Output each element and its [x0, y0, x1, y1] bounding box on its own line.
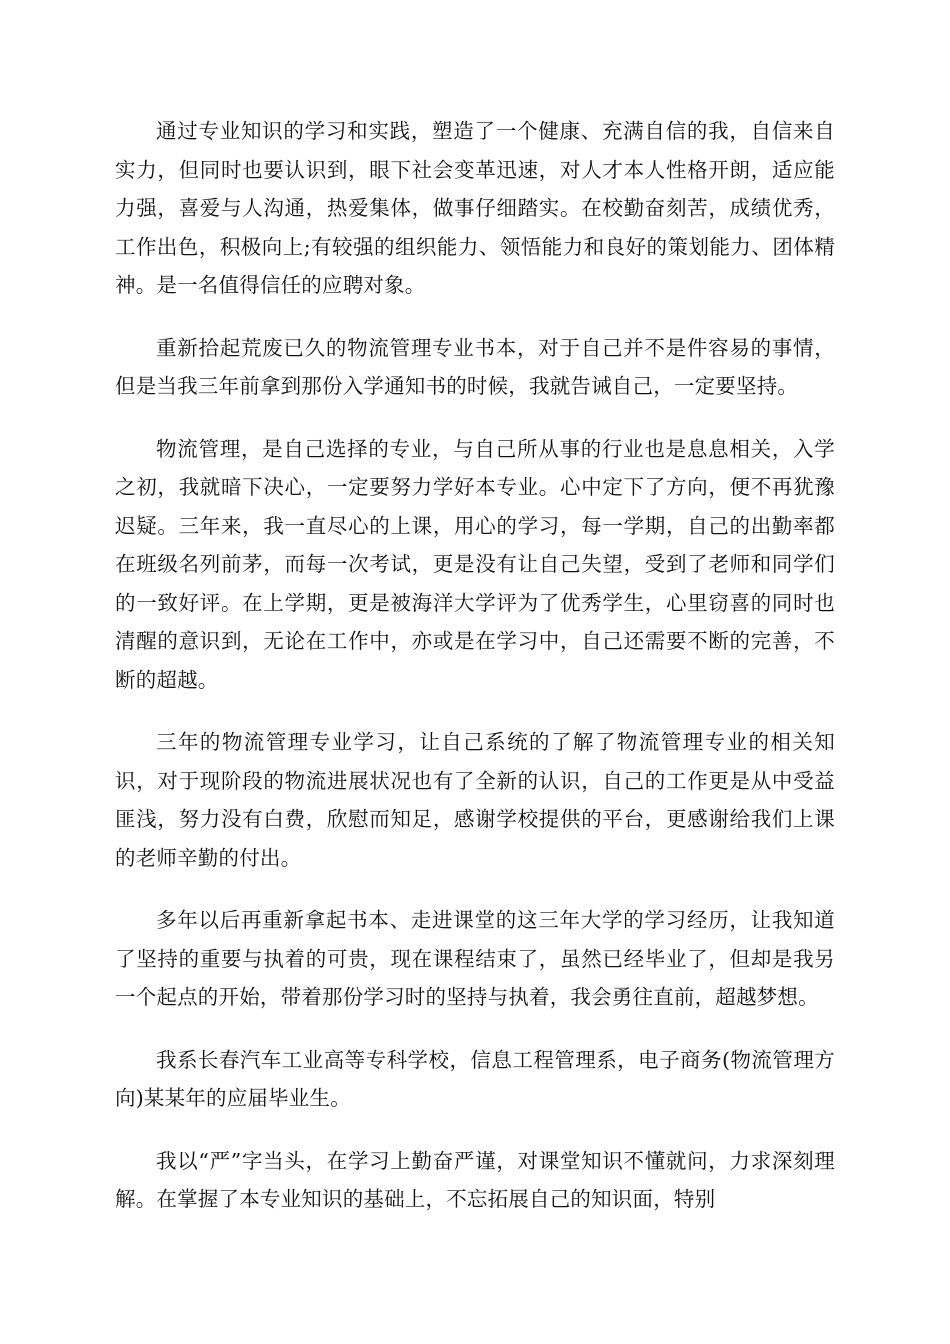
paragraph: 我以“严”字当头，在学习上勤奋严谨，对课堂知识不懂就问，力求深刻理解。在掌握了本专业知识的基础上，不忘拓展自己的知识面，特别	[115, 1148, 835, 1211]
paragraph: 多年以后再重新拿起书本、走进课堂的这三年大学的学习经历，让我知道了坚持的重要与执着的可贵，现在课程结束了，虽然已经毕业了，但却是我另一个起点的开始，带着那份学习时的坚持与执着，我会勇往直前，超越梦想。	[115, 908, 835, 1009]
paragraph: 物流管理，是自己选择的专业，与自己所从事的行业也是息息相关，入学之初，我就暗下决心，一定要努力学好本专业。心中定下了方向，便不再犹豫迟疑。三年来，我一直尽心的上课，用心的学习，每一学期，自己的出勤率都在班级名列前茅，而每一次考试，更是没有让自己失望，受到了老师和同学们的一致好评。在上学期，更是被海洋大学评为了优秀学生，心里窃喜的同时也清醒的意识到，无论在工作中，亦或是在学习中，自己还需要不断的完善，不断的超越。	[115, 436, 835, 692]
paragraph: 三年的物流管理专业学习，让自己系统的了解了物流管理专业的相关知识，对于现阶段的物流进展状况也有了全新的认识，自己的工作更是从中受益匪浅，努力没有白费，欣慰而知足，感谢学校提供的平台，更感谢给我们上课的老师辛勤的付出。	[115, 730, 835, 870]
document-body	[115, 112, 835, 1243]
paragraph: 通过专业知识的学习和实践，塑造了一个健康、充满自信的我，自信来自实力，但同时也要认识到，眼下社会变革迅速，对人才本人性格开朗，适应能力强，喜爱与人沟通，热爱集体，做事仔细踏实。在校勤奋刻苦，成绩优秀，工作出色，积极向上;有较强的组织能力、领悟能力和良好的策划能力、团体精神。是一名值得信任的应聘对象。	[115, 119, 835, 297]
paragraph: 我系长春汽车工业高等专科学校，信息工程管理系，电子商务(物流管理方向)某某年的应届毕业生。	[115, 1047, 835, 1110]
paragraph: 重新拾起荒废已久的物流管理专业书本，对于自己并不是件容易的事情，但是当我三年前拿到那份入学通知书的时候，我就告诫自己，一定要坚持。	[115, 335, 835, 398]
